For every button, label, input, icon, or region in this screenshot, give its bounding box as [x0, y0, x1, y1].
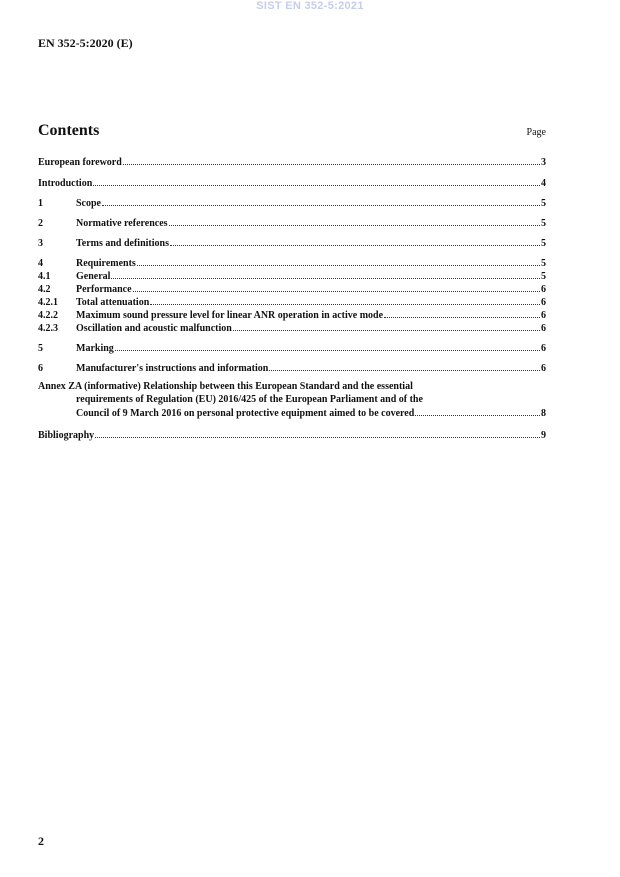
toc-entry-title: Total attenuation [76, 297, 150, 308]
toc-entry-number: 4 [38, 258, 43, 269]
toc-entry-annex-za[interactable] [38, 380, 546, 419]
toc-entry-title: Introduction [38, 178, 93, 189]
dot-leader [150, 304, 540, 305]
toc-entry-number: 5 [38, 343, 43, 354]
toc-entry-page: 9 [541, 430, 546, 441]
toc-entry-title: Maximum sound pressure level for linear ANR operation in active mode [76, 310, 384, 321]
toc-entry-introduction[interactable] [38, 176, 546, 189]
dot-leader [102, 205, 540, 206]
toc-entry-page: 5 [541, 218, 546, 229]
toc-entry-number: 4.2.3 [38, 323, 58, 334]
toc-entry-page: 6 [541, 323, 546, 334]
dot-leader [170, 245, 540, 246]
toc-entry-page: 3 [541, 157, 546, 168]
toc-entry-page: 6 [541, 284, 546, 295]
dot-leader [95, 437, 540, 438]
toc-entry-performance[interactable] [38, 282, 546, 295]
toc-entry-page: 5 [541, 198, 546, 209]
toc-entry-number: 2 [38, 218, 43, 229]
toc-entry-requirements[interactable] [38, 256, 546, 269]
dot-leader [269, 370, 540, 371]
toc-entry-title: General [76, 271, 111, 282]
toc-entry-title: European foreword [38, 157, 122, 168]
toc-entry-page: 6 [541, 363, 546, 374]
toc-entry-number: 4.1 [38, 271, 51, 282]
toc-entry-page: 5 [541, 258, 546, 269]
toc-entry-marking[interactable] [38, 341, 546, 354]
dot-leader [137, 265, 540, 266]
toc-entry-title: Terms and definitions [76, 238, 169, 249]
toc-entry-title: Manufacturer's instructions and information [76, 363, 269, 374]
toc-entry-page: 5 [541, 271, 546, 282]
dot-leader [133, 291, 540, 292]
toc-entry-number: 1 [38, 198, 43, 209]
toc-entry-general[interactable] [38, 269, 546, 282]
toc-entry-number: 3 [38, 238, 43, 249]
toc-entry-title: Oscillation and acoustic malfunction [76, 323, 232, 334]
toc-entry-scope[interactable] [38, 196, 546, 209]
toc-entry-manufacturers-instructions[interactable] [38, 361, 546, 374]
annex-title-line: Annex ZA (informative) Relationship between this European Standard and the essential [38, 381, 413, 392]
toc-entry-bibliography[interactable] [38, 428, 546, 441]
toc-entry-title: Performance [76, 284, 132, 295]
toc-entry-terms-and-definitions[interactable] [38, 236, 546, 249]
page-number: 2 [38, 834, 44, 848]
dot-leader [111, 278, 540, 279]
toc-entry-page: 8 [541, 408, 546, 419]
document-id: EN 352-5:2020 (E) [38, 36, 133, 50]
annex-title-line: requirements of Regulation (EU) 2016/425 of the European Parliament and of the [76, 394, 423, 405]
toc-entry-title: Bibliography [38, 430, 95, 441]
dot-leader [415, 415, 540, 416]
toc-entry-maximum-sound-pressure-level[interactable] [38, 308, 546, 321]
toc-entry-title: Normative references [76, 218, 168, 229]
dot-leader [115, 350, 540, 351]
toc-entry-page: 4 [541, 178, 546, 189]
watermark: SIST EN 352-5:2021 [256, 0, 364, 12]
toc-entry-number: 4.2.2 [38, 310, 58, 321]
toc-entry-european-foreword[interactable] [38, 155, 546, 168]
toc-entry-number: 4.2.1 [38, 297, 58, 308]
toc-entry-page: 6 [541, 343, 546, 354]
toc-entry-title: Requirements [76, 258, 136, 269]
dot-leader [233, 330, 540, 331]
annex-title-line: Council of 9 March 2016 on personal protective equipment aimed to be covered [76, 408, 415, 419]
dot-leader [169, 225, 540, 226]
dot-leader [123, 164, 540, 165]
toc-entry-oscillation[interactable] [38, 321, 546, 334]
toc-entry-number: 4.2 [38, 284, 51, 295]
toc-entry-page: 6 [541, 310, 546, 321]
contents-title: Contents [38, 122, 100, 139]
annex-title-last-line [38, 406, 546, 419]
toc-entry-page: 6 [541, 297, 546, 308]
dot-leader [93, 185, 540, 186]
toc-entry-total-attenuation[interactable] [38, 295, 546, 308]
toc-entry-page: 5 [541, 238, 546, 249]
dot-leader [384, 317, 540, 318]
toc-entry-title: Scope [76, 198, 101, 209]
toc-entry-number: 6 [38, 363, 43, 374]
toc-entry-normative-references[interactable] [38, 216, 546, 229]
toc-entry-title: Marking [76, 343, 114, 354]
page-column-label: Page [526, 127, 546, 138]
